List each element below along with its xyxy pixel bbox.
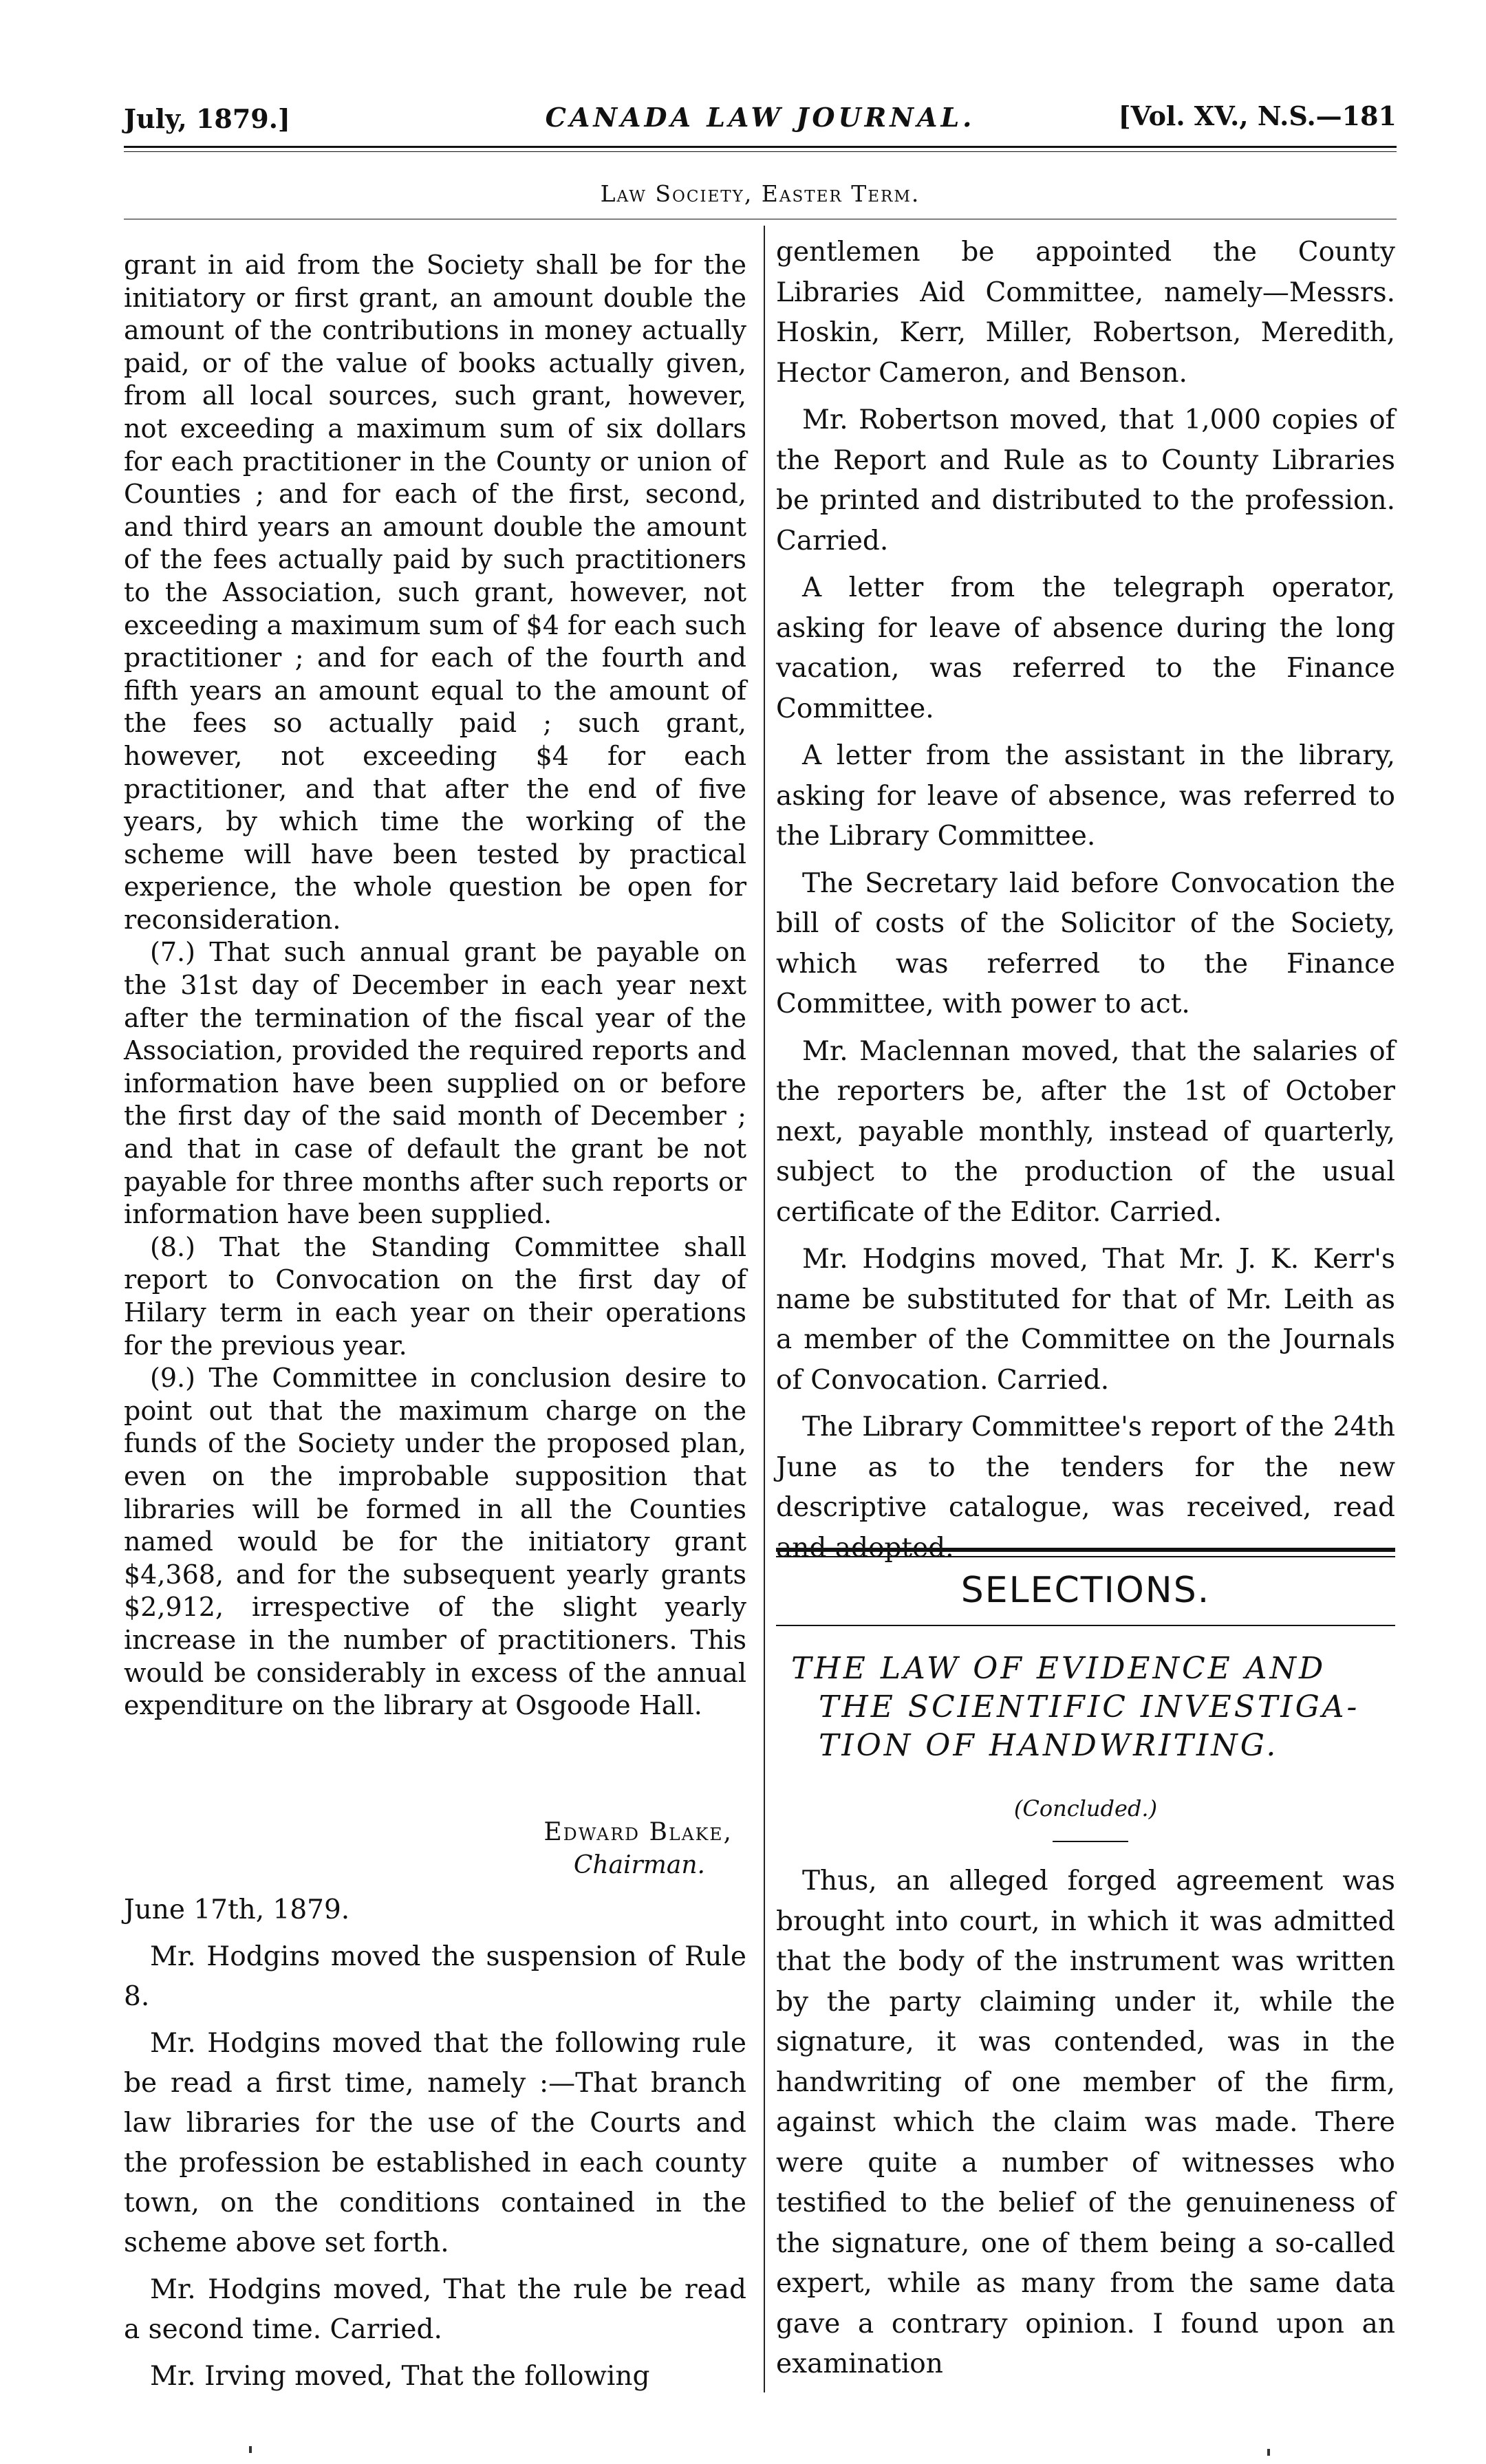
left-column-minutes — [124, 1890, 746, 2403]
issue-date: July, 1879.] — [124, 103, 290, 134]
print-speck — [249, 2446, 252, 2453]
left-column-report — [124, 249, 746, 1722]
minutes-paragraph: The Library Committee's report of the 24th June as to the tenders for the new descriptive catalogue, was received, read and adopted. — [776, 1412, 1395, 1564]
minutes-paragraph: A letter from the telegraph operator, asking for leave of absence during the long vacation, was referred to the Finance Committee. — [776, 572, 1395, 724]
minutes-paragraph: Mr. Irving moved, That the following — [150, 2361, 650, 2392]
print-speck — [1267, 2449, 1270, 2456]
minutes-paragraph: Mr. Hodgins moved that the following rule be read a first time, namely :—That branch law libraries for the use of the Courts and the profession be established in each county town, on the conditions contained in the scheme above set forth. — [124, 2028, 746, 2258]
signature-name: Edward Blake, — [543, 1818, 733, 1846]
running-head — [124, 95, 1397, 139]
article-title-line: TION OF HANDWRITING. — [819, 1728, 1279, 1763]
minutes-date: June 17th, 1879. — [124, 1894, 350, 1925]
section-heading: Law Society, Easter Term. — [600, 180, 920, 207]
signature-title: Chairman. — [573, 1851, 705, 1879]
journal-title: CANADA LAW JOURNAL. — [545, 102, 976, 133]
minutes-paragraph: Mr. Hodgins moved, That the rule be read a second time. Carried. — [124, 2274, 746, 2345]
volume-page-number: [Vol. XV., N.S.—181 — [1118, 100, 1397, 131]
minutes-paragraph: Mr. Hodgins moved the suspension of Rule 8. — [124, 1941, 746, 2012]
minutes-paragraph: Mr. Robertson moved, that 1,000 copies of the Report and Rule as to County Libraries be printed and distributed to the profession. Carried. — [776, 404, 1395, 556]
minutes-paragraph: gentlemen be appointed the County Libraries Aid Committee, namely—Messrs. Hoskin, Kerr, Miller, Robertson, Meredith, Hector Cameron, and Benson. — [776, 237, 1395, 389]
minutes-paragraph: Mr. Hodgins moved, That Mr. J. K. Kerr's name be substituted for that of Mr. Leith as a member of the Committee on the Journals of Convocation. Carried. — [776, 1244, 1395, 1396]
selections-rule-thick — [776, 1548, 1395, 1552]
article-title-line: THE LAW OF EVIDENCE AND — [791, 1651, 1326, 1686]
right-column-minutes — [776, 233, 1395, 1575]
article-title-line: THE SCIENTIFIC INVESTIGA- — [819, 1689, 1360, 1725]
report-signature — [124, 1816, 746, 1882]
minutes-paragraph: The Secretary laid before Convocation the bill of costs of the Solicitor of the Society, which was referred to the Finance Committee, with power to act. — [776, 867, 1395, 1019]
article-paragraph: Thus, an alleged forged agreement was brought into court, in which it was admitted that the body of the instrument was written by the party claiming under it, while the signature, it was contended, was in the handwriting of one member of the firm, against which the claim was made. There were quite a number of witnesses who testified to the belief of the genuineness of the signature, one of them being a so-called expert, while as many from the same data gave a contrary opinion. I found upon an examination — [776, 1866, 1395, 2379]
report-paragraph-8: (8.) That the Standing Committee shall report to Convocation on the first day of Hilary term in each year on their operations for the previous year. — [124, 1231, 746, 1361]
article-divider — [1053, 1841, 1128, 1842]
minutes-paragraph: A letter from the assistant in the library, asking for leave of absence, was referred to the Library Committee. — [776, 740, 1395, 852]
column-divider — [764, 226, 765, 2392]
header-rule — [124, 146, 1397, 148]
header-rule-thin — [124, 151, 1397, 152]
selections-heading: SELECTIONS. — [960, 1570, 1211, 1611]
minutes-paragraph: Mr. Maclennan moved, that the salaries of the reporters be, after the 1st of October next, payable monthly, instead of quarterly, subject to the production of the usual certificate of the Editor. Carried. — [776, 1035, 1395, 1228]
concluded-note: (Concluded.) — [1013, 1795, 1158, 1822]
article-body — [776, 1861, 1395, 2385]
article-title — [791, 1650, 1397, 1765]
selections-rule-thin — [776, 1556, 1395, 1557]
report-paragraph-7: (7.) That such annual grant be payable on the 31st day of December in each year next after the termination of the fiscal year of the Association, provided the required reports and information have been supplied on or before the first day of the said month of December ; and that in case of default the grant be not payable for three months after such reports or information have been supplied. — [124, 937, 746, 1230]
selections-rule-bottom — [776, 1625, 1395, 1626]
report-paragraph-6: grant in aid from the Society shall be for the initiatory or first grant, an amount double the amount of the contributions in money actually paid, or of the value of books actually given, from all local sources, such grant, however, not exceeding a maximum sum of six dollars for each practitioner in the County or union of Counties ; and for each of the first, second, and third years an amount double the amount of the fees actually paid by such practitioners to the Association, such grant, however, not exceeding a maximum sum of $4 for each such practitioner ; and for each of the fourth and fifth years an amount equal to the amount of the fees so actually paid ; such grant, however, not exceeding $4 for each practitioner, and that after the end of five years, by which time the working of the scheme will have been tested by practical experience, the whole question be open for reconsideration. — [124, 250, 746, 935]
report-paragraph-9: (9.) The Committee in conclusion desire to point out that the maximum charge on the funds of the Society under the proposed plan, even on the improbable supposition that libraries will be formed in all the Counties named would be for the initiatory grant $4,368, and for the subsequent yearly grants $2,912, irrespective of the slight yearly increase in the number of practitioners. This would be considerably in excess of the annual expenditure on the library at Osgoode Hall. — [124, 1363, 746, 1721]
